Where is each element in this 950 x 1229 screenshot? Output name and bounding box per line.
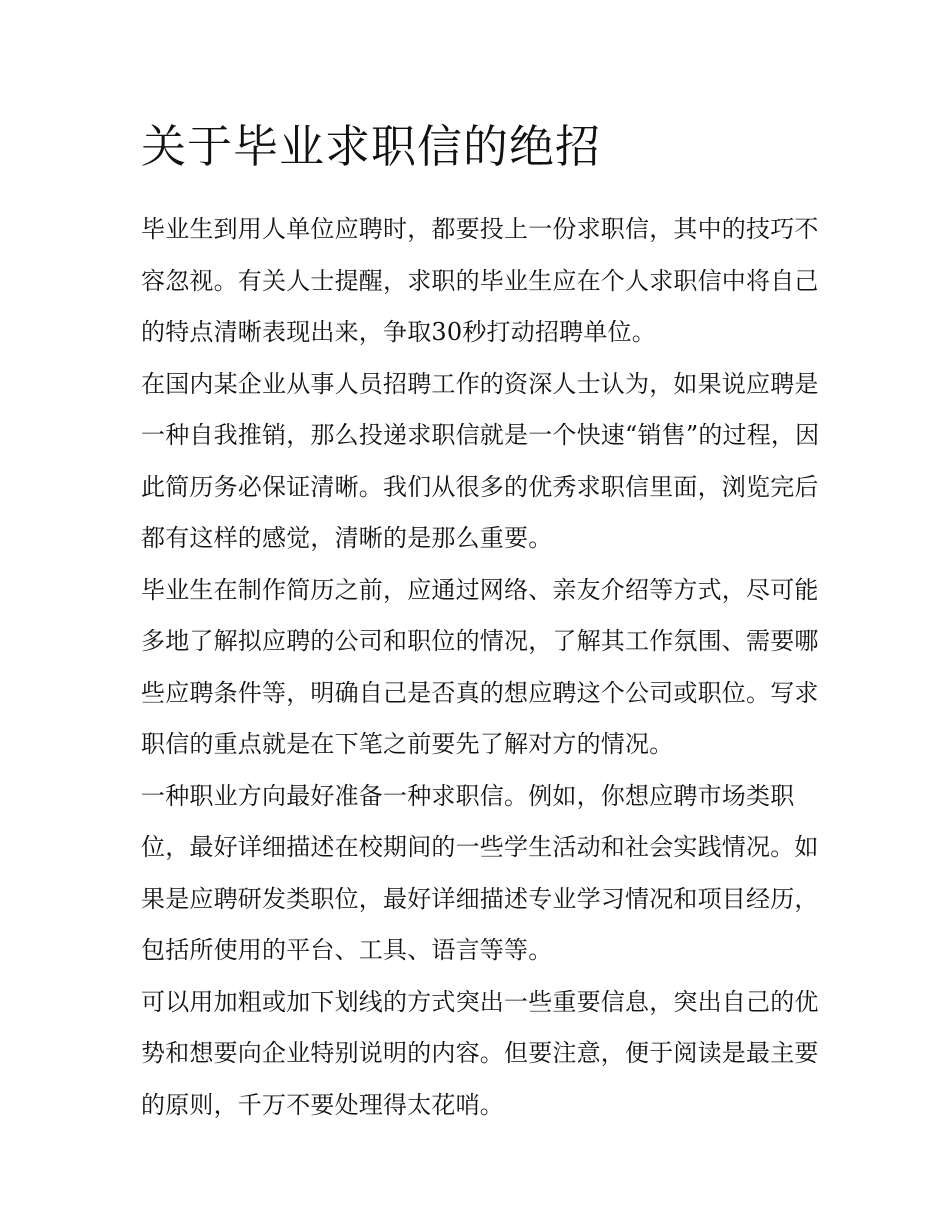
paragraph-5: 可以用加粗或加下划线的方式突出一些重要信息，突出自己的优势和想要向企业特别说明的内容。但要注意，便于阅读是最主要的原则，千万不要处理得太花哨。 <box>141 987 819 1119</box>
document-page <box>141 112 821 1131</box>
paragraph-3: 毕业生在制作简历之前，应通过网络、亲友介绍等方式，尽可能多地了解拟应聘的公司和职位的情况，了解其工作氛围、需要哪些应聘条件等，明确自己是否真的想应聘这个公司或职位。写求职信的重点就是在下笔之前要先了解对方的情况。 <box>141 575 819 758</box>
paragraph-2: 在国内某企业从事人员招聘工作的资深人士认为，如果说应聘是一种自我推销，那么投递求职信就是一个快速“销售”的过程，因此简历务必保证清晰。我们从很多的优秀求职信里面，浏览完后都有这样的感觉，清晰的是那么重要。 <box>141 369 820 552</box>
document-title: 关于毕业求职信的绝招 <box>141 120 602 173</box>
paragraph-1: 毕业生到用人单位应聘时，都要投上一份求职信，其中的技巧不容忽视。有关人士提醒，求职的毕业生应在个人求职信中将自己的特点清晰表现出来，争取30秒打动招聘单位。 <box>141 215 819 346</box>
paragraph-4: 一种职业方向最好准备一种求职信。例如，你想应聘市场类职位，最好详细描述在校期间的一些学生活动和社会实践情况。如果是应聘研发类职位，最好详细描述专业学习情况和项目经历，包括所使用的平台、工具、语言等等。 <box>141 781 819 964</box>
